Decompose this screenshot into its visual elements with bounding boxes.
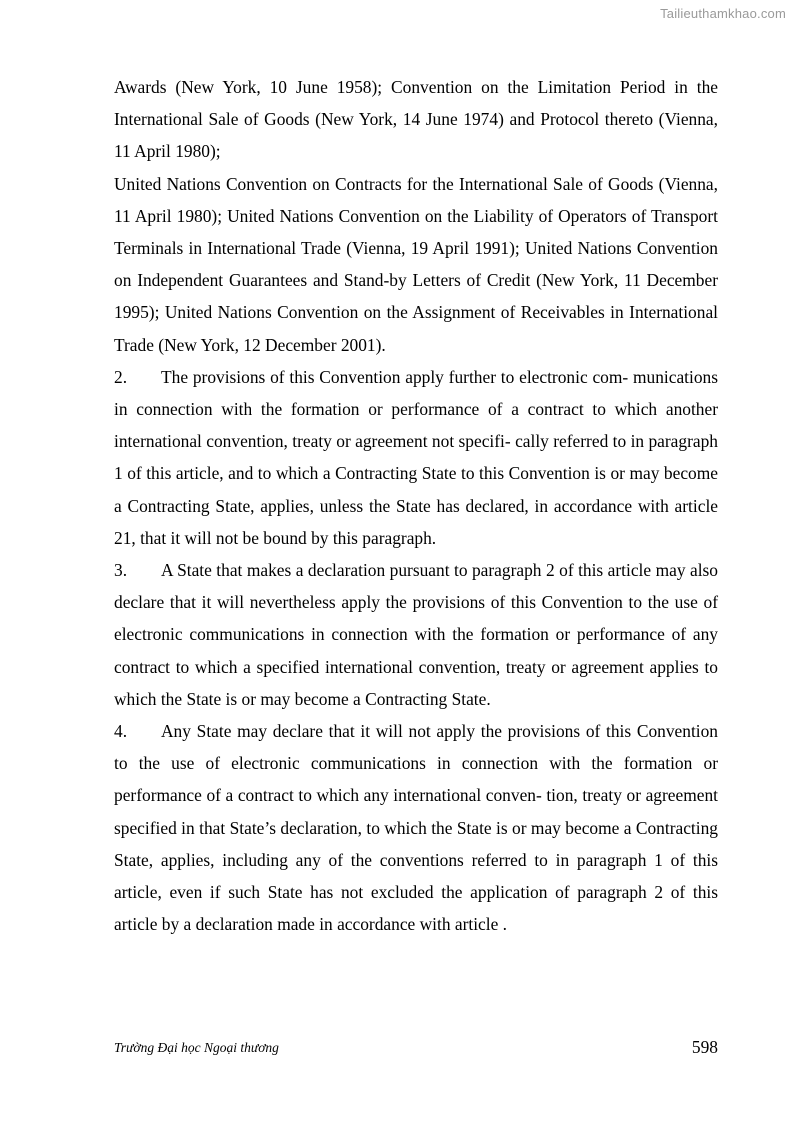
paragraph-3-number: 3. xyxy=(114,560,128,581)
paragraph-2 xyxy=(114,361,718,554)
footer-institution: Trường Đại học Ngoại thương xyxy=(114,1040,279,1055)
paragraph-4-number: 4. xyxy=(114,721,128,742)
document-body xyxy=(114,71,718,940)
paragraph-3-text: A State that makes a declaration pursuant to paragraph 2 of this article may also declare that it will nevertheless apply the provisions of this Convention to the use of electronic communications in connection with the formation or performance of any contract to which a specified international convention, treaty or agreement applies to which the State is or may become a Contracting State. xyxy=(114,560,718,709)
paragraph-2-text: The provisions of this Convention apply further to electronic com- munications in connection with the formation or performance of a contract to which another international convention, treaty or agreement not specifi- cally referred to in paragraph 1 of this article, and to which a Contracting State to this Convention is or may become a Contracting State, applies, unless the State has declared, in accordance with article 21, that it will not be bound by this paragraph. xyxy=(114,366,718,548)
paragraph-continuation: Awards (New York, 10 June 1958); Convention on the Limitation Period in the International Sale of Goods (New York, 14 June 1974) and Protocol thereto (Vienna, 11 April 1980); xyxy=(114,77,718,162)
paragraph-conventions-list: United Nations Convention on Contracts for the International Sale of Goods (Vienna, 11 April 1980); United Nations Convention on the Liability of Operators of Transport Terminals in International Trade (Vienna, 19 April 1991); United Nations Convention on Independent Guarantees and Stand-by Letters of Credit (New York, 11 December 1995); United Nations Convention on the Assignment of Receivables in International Trade (New York, 12 December 2001). xyxy=(114,173,718,355)
paragraph-3 xyxy=(114,554,718,715)
paragraph-4 xyxy=(114,715,718,940)
paragraph-4-text: Any State may declare that it will not apply the provisions of this Convention to the use of electronic communications in connection with the formation or performance of a contract to which any international conven- tion, treaty or agreement specified in that State’s declaration, to which the State is or may become a Contracting State, applies, including any of the conventions referred to in paragraph 1 of this article, even if such State has not excluded the application of paragraph 2 of this article by a declaration made in accordance with article . xyxy=(114,721,718,935)
watermark-text: Tailieuthamkhao.com xyxy=(660,6,786,21)
paragraph-2-number: 2. xyxy=(114,366,128,387)
page-number: 598 xyxy=(691,1037,718,1057)
